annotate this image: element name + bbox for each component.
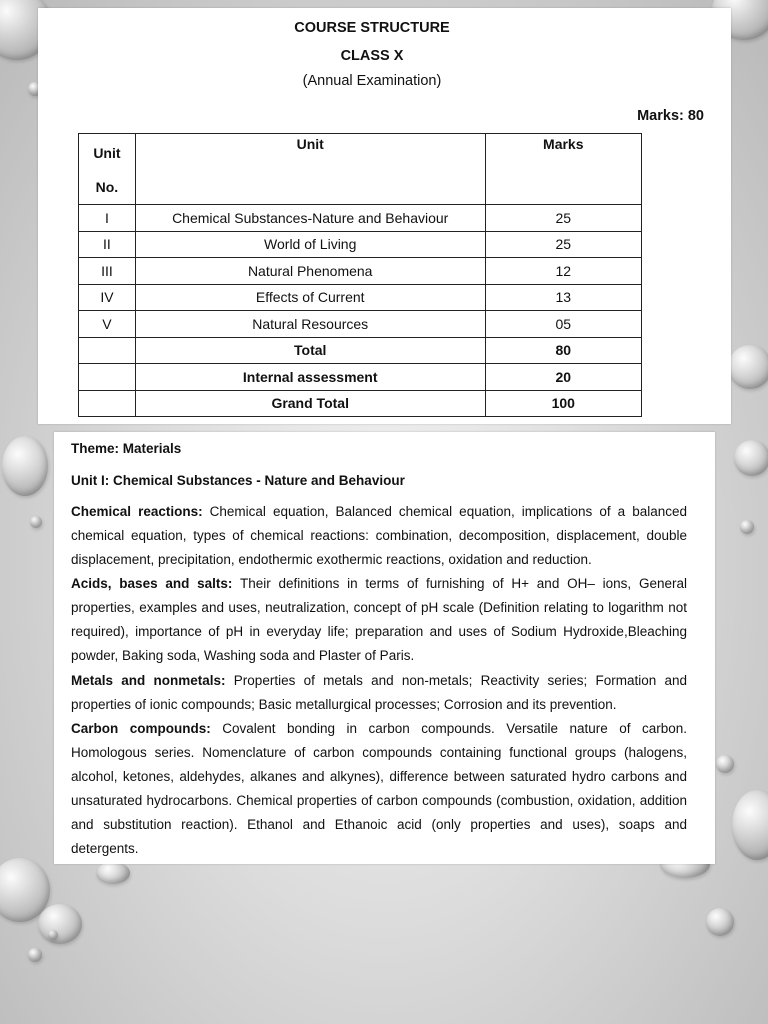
section-carbon-compounds — [71, 717, 687, 862]
decorative-bubble — [96, 862, 130, 884]
decorative-bubble — [734, 440, 768, 476]
unit-marks: 25 — [485, 205, 641, 232]
decorative-bubble — [48, 930, 58, 940]
unit-number: II — [79, 231, 136, 258]
section-heading: Chemical reactions: — [71, 504, 203, 519]
unit-marks: 05 — [485, 311, 641, 338]
section-chemical-reactions — [71, 500, 687, 572]
class-title: CLASS X — [340, 48, 404, 64]
unit-number: IV — [79, 284, 136, 311]
syllabus-panel — [54, 432, 715, 864]
column-header-marks: Marks — [485, 134, 641, 205]
decorative-bubble — [706, 908, 734, 936]
decorative-bubble — [716, 755, 734, 773]
total-marks-value: 80 — [485, 337, 641, 364]
decorative-bubble — [30, 516, 42, 528]
section-text: Properties of metals and non-metals; Reactivity series; Formation and properties of ionic compounds; Basic metallurgical processes; Corrosion and its prevention. — [71, 673, 688, 713]
unit-number: V — [79, 311, 136, 338]
unit-heading: Unit I: Chemical Substances - Nature and Behaviour — [71, 473, 405, 488]
unit-name: Effects of Current — [135, 284, 485, 311]
grand-total-label: Grand Total — [135, 390, 485, 417]
section-text: Chemical equation, Balanced chemical equation, implications of a balanced chemical equation, types of chemical reactions: combination, decomposition, displacement, double displacement, precipitation, endothermic exothermic reactions, oxidation and reduction. — [71, 504, 687, 568]
total-label: Total — [135, 337, 485, 364]
table-row — [79, 205, 642, 232]
internal-assessment-marks: 20 — [485, 364, 641, 391]
unit-marks: 25 — [485, 231, 641, 258]
empty-cell — [79, 390, 136, 417]
decorative-bubble — [728, 345, 768, 389]
unit-name: Natural Resources — [135, 311, 485, 338]
unit-marks: 13 — [485, 284, 641, 311]
exam-subtitle: (Annual Examination) — [302, 73, 442, 89]
column-header-unit: Unit — [135, 134, 485, 205]
table-row — [79, 311, 642, 338]
section-heading: Carbon compounds: — [71, 721, 211, 736]
table-header-row — [79, 134, 642, 205]
decorative-bubble — [732, 790, 768, 860]
decorative-bubble — [2, 436, 48, 496]
decorative-bubble — [38, 904, 82, 944]
unit-name: World of Living — [135, 231, 485, 258]
table-row — [79, 258, 642, 285]
column-header-unit-no — [79, 134, 136, 205]
table-row — [79, 284, 642, 311]
header-unit-no-line2: No. — [95, 179, 119, 195]
course-title: COURSE STRUCTURE — [294, 20, 450, 36]
internal-assessment-row — [79, 364, 642, 391]
unit-number: I — [79, 205, 136, 232]
section-metals-nonmetals — [71, 669, 687, 717]
course-structure-table — [78, 133, 642, 417]
theme-heading: Theme: Materials — [71, 441, 182, 456]
section-heading: Acids, bases and salts: — [71, 576, 233, 591]
empty-cell — [79, 364, 136, 391]
total-marks: Marks: 80 — [637, 108, 704, 124]
section-heading: Metals and nonmetals: — [71, 673, 226, 688]
empty-cell — [79, 337, 136, 364]
unit-name: Chemical Substances-Nature and Behaviour — [135, 205, 485, 232]
section-text: Their definitions in terms of furnishing of H+ and OH– ions, General properties, examples and uses, neutralization, concept of pH scale (Definition relating to logarithm not required), importance of pH in everyday life; preparation and uses of Sodium Hydroxide,Bleaching powder, Baking soda, Washing soda and Plaster of Paris. — [71, 576, 687, 664]
unit-number: III — [79, 258, 136, 285]
decorative-bubble — [740, 520, 754, 534]
unit-name: Natural Phenomena — [135, 258, 485, 285]
grand-total-row — [79, 390, 642, 417]
internal-assessment-label: Internal assessment — [135, 364, 485, 391]
grand-total-marks: 100 — [485, 390, 641, 417]
header-unit-no-line1: Unit — [93, 145, 121, 161]
course-structure-panel — [38, 8, 731, 424]
unit-marks: 12 — [485, 258, 641, 285]
table-row — [79, 231, 642, 258]
section-acids-bases-salts — [71, 572, 687, 668]
decorative-bubble — [28, 948, 42, 962]
total-row — [79, 337, 642, 364]
section-text: Covalent bonding in carbon compounds. Versatile nature of carbon. Homologous series. Nomenclature of carbon compounds containing functional groups (halogens, alcohol, ketones, aldehydes, alkanes and alkynes), difference between saturated hydro carbons and unsaturated hydrocarbons. Chemical properties of carbon compounds (combustion, oxidation, addition and substitution reaction). Ethanol and Ethanoic acid (only properties and uses), soaps and detergents. — [71, 721, 687, 857]
